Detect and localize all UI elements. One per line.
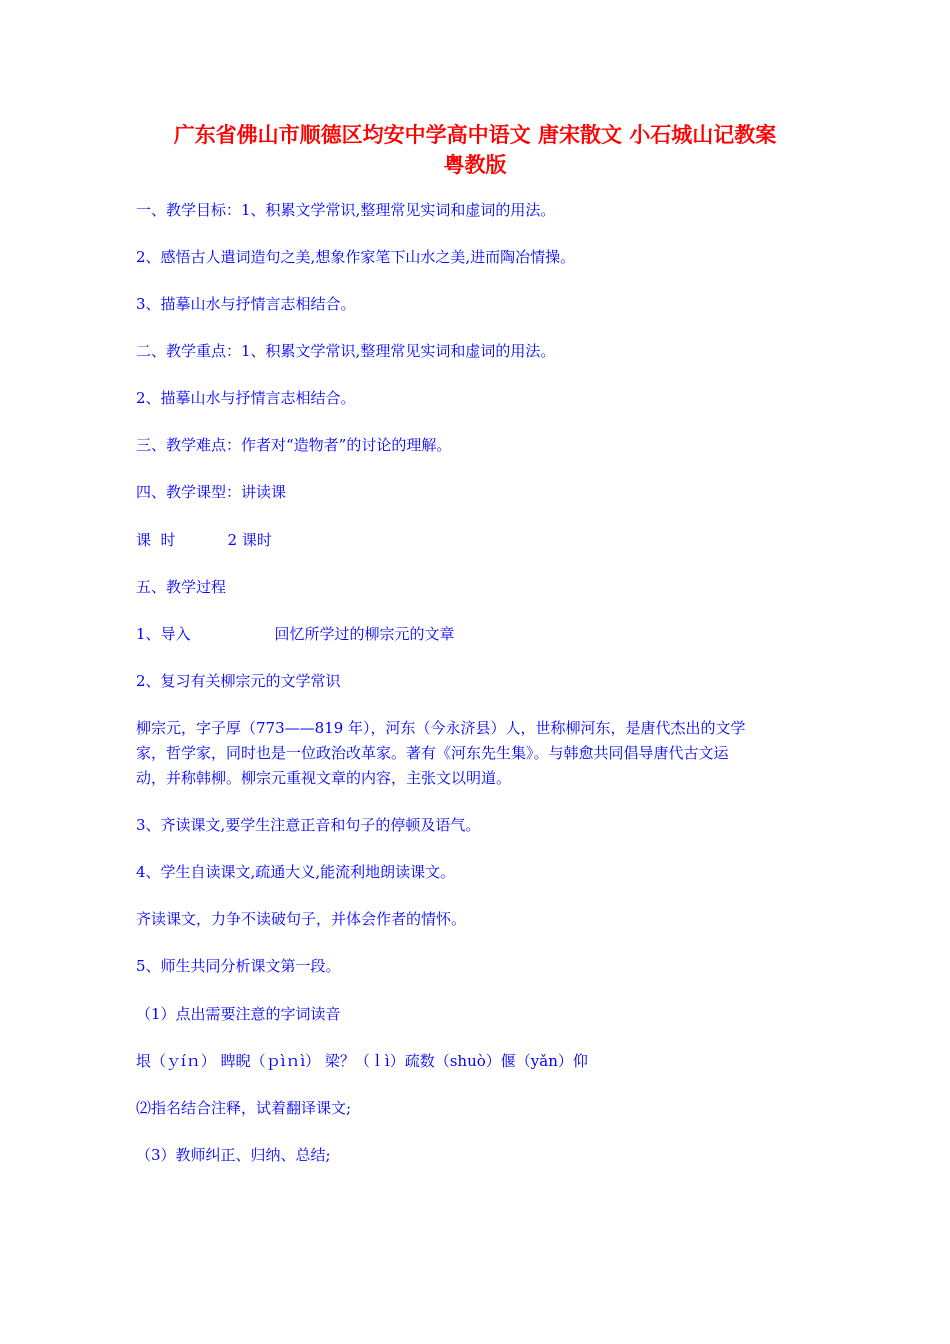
biography-line-3: 动，并称韩柳。柳宗元重视文章的内容，主张文以明道。	[136, 769, 512, 787]
objective-paragraph-3: 3、描摹山水与抒情言志相结合。	[136, 295, 356, 313]
step-3-paragraph: 3、齐读课文,要学生注意正音和句子的停顿及语气。	[136, 816, 481, 834]
substep-3-paragraph: （3）教师纠正、归纳、总结;	[136, 1146, 331, 1164]
biography-line-1: 柳宗元，字子厚（773——819 年），河东（今永济县）人，世称柳河东，是唐代杰出的文学	[136, 719, 746, 737]
biography-line-2: 家，哲学家，同时也是一位政治改革家。著有《河东先生集》。与韩愈共同倡导唐代古文运	[136, 744, 729, 762]
lesson-type-paragraph: 四、教学课型：讲读课	[136, 483, 287, 501]
step-4-paragraph: 4、学生自读课文,疏通大义,能流利地朗读课文。	[136, 863, 456, 881]
key-point-paragraph: 二、教学重点：1、积累文学常识,整理常见实词和虚词的用法。	[136, 342, 556, 360]
document-title-line-2: 粤教版	[443, 152, 507, 177]
class-hours-label: 课 时	[136, 531, 176, 549]
reading-note-paragraph: 齐读课文，力争不读破句子，并体会作者的情怀。	[136, 910, 467, 928]
substep-1-paragraph: （1）点出需要注意的字词读音	[136, 1005, 341, 1023]
objective-paragraph: 一、教学目标：1、积累文学常识,整理常见实词和虚词的用法。	[136, 201, 556, 219]
intro-label: 1、导入	[136, 625, 191, 643]
class-hours-line	[136, 528, 816, 552]
key-point-paragraph-2: 2、描摹山水与抒情言志相结合。	[136, 389, 356, 407]
document-title-line-1: 广东省佛山市顺德区均安中学高中语文 唐宋散文 小石城山记教案	[173, 122, 777, 147]
difficulty-paragraph: 三、教学难点：作者对“造物者”的讨论的理解。	[136, 436, 452, 454]
objective-paragraph-2: 2、感悟古人遣词造句之美,想象作家笔下山水之美,进而陶冶情操。	[136, 248, 576, 266]
class-hours-value: 2 课时	[227, 531, 272, 549]
process-heading: 五、教学过程	[136, 578, 227, 596]
intro-value: 回忆所学过的柳宗元的文章	[274, 625, 455, 643]
review-heading: 2、复习有关柳宗元的文学常识	[136, 672, 341, 690]
substep-2-paragraph: ⑵指名结合注释，试着翻译课文;	[136, 1099, 352, 1117]
intro-line	[136, 622, 816, 646]
pinyin-paragraph: 垠（ｙíｎ） 睥睨（ｐìｎì） 梁？（ｌì）疏数（shuò）偃（yǎn）仰	[136, 1052, 588, 1070]
step-5-paragraph: 5、师生共同分析课文第一段。	[136, 957, 341, 975]
